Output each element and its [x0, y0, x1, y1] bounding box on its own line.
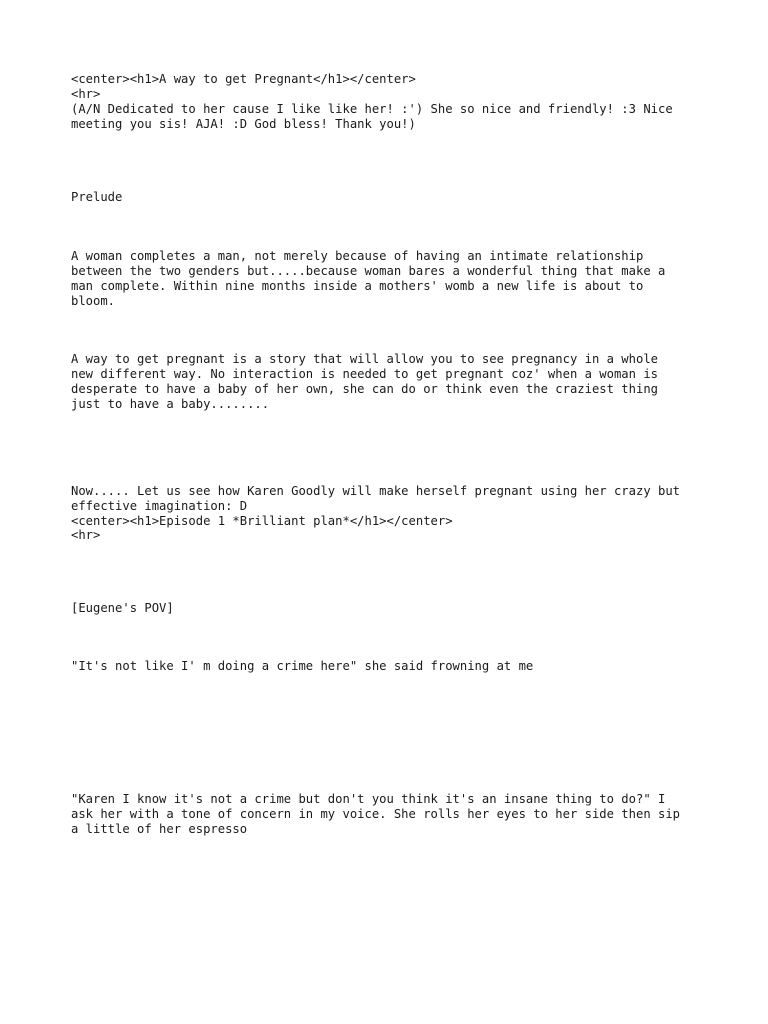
hr-markup-line: <hr>	[71, 87, 101, 101]
paragraph-3-line-1: Now..... Let us see how Karen Goodly will make herself pregnant using her crazy but	[71, 484, 681, 498]
paragraph-2-line-3: desperate to have a baby of her own, she can do or think even the craziest thing	[71, 382, 658, 396]
paragraph-1-line-1: A woman completes a man, not merely because of having an intimate relationship	[71, 249, 644, 263]
paragraph-2-line-1: A way to get pregnant is a story that will allow you to see pregnancy in a whole	[71, 352, 658, 366]
paragraph-2-line-2: new different way. No interaction is needed to get pregnant coz' when a woman is	[71, 367, 658, 381]
title-markup-line: <center><h1>A way to get Pregnant</h1></center>	[71, 72, 416, 86]
paragraph-1-line-4: bloom.	[71, 294, 116, 308]
episode-markup-line: <center><h1>Episode 1 *Brilliant plan*</h1></center>	[71, 514, 453, 528]
paragraph-4-line-3: a little of her espresso	[71, 822, 248, 836]
author-note-line-2: meeting you sis! AJA! :D God bless! Thank you!)	[71, 117, 416, 131]
paragraph-4-line-1: "Karen I know it's not a crime but don't you think it's an insane thing to do?" I	[71, 792, 666, 806]
paragraph-2-line-4: just to have a baby........	[71, 397, 270, 411]
paragraph-3-line-2: effective imagination: D	[71, 499, 248, 513]
prelude-heading: Prelude	[71, 190, 123, 204]
quote-line: "It's not like I' m doing a crime here" she said frowning at me	[71, 659, 534, 673]
paragraph-1-line-2: between the two genders but.....because woman bares a wonderful thing that make a	[71, 264, 666, 278]
pov-line: [Eugene's POV]	[71, 601, 174, 615]
author-note-line-1: (A/N Dedicated to her cause I like like her! :') She so nice and friendly! :3 Nice	[71, 102, 673, 116]
hr-markup-line-2: <hr>	[71, 528, 101, 542]
paragraph-4-line-2: ask her with a tone of concern in my voice. She rolls her eyes to her side then sip	[71, 807, 681, 821]
paragraph-1-line-3: man complete. Within nine months inside a mothers' womb a new life is about to	[71, 279, 644, 293]
